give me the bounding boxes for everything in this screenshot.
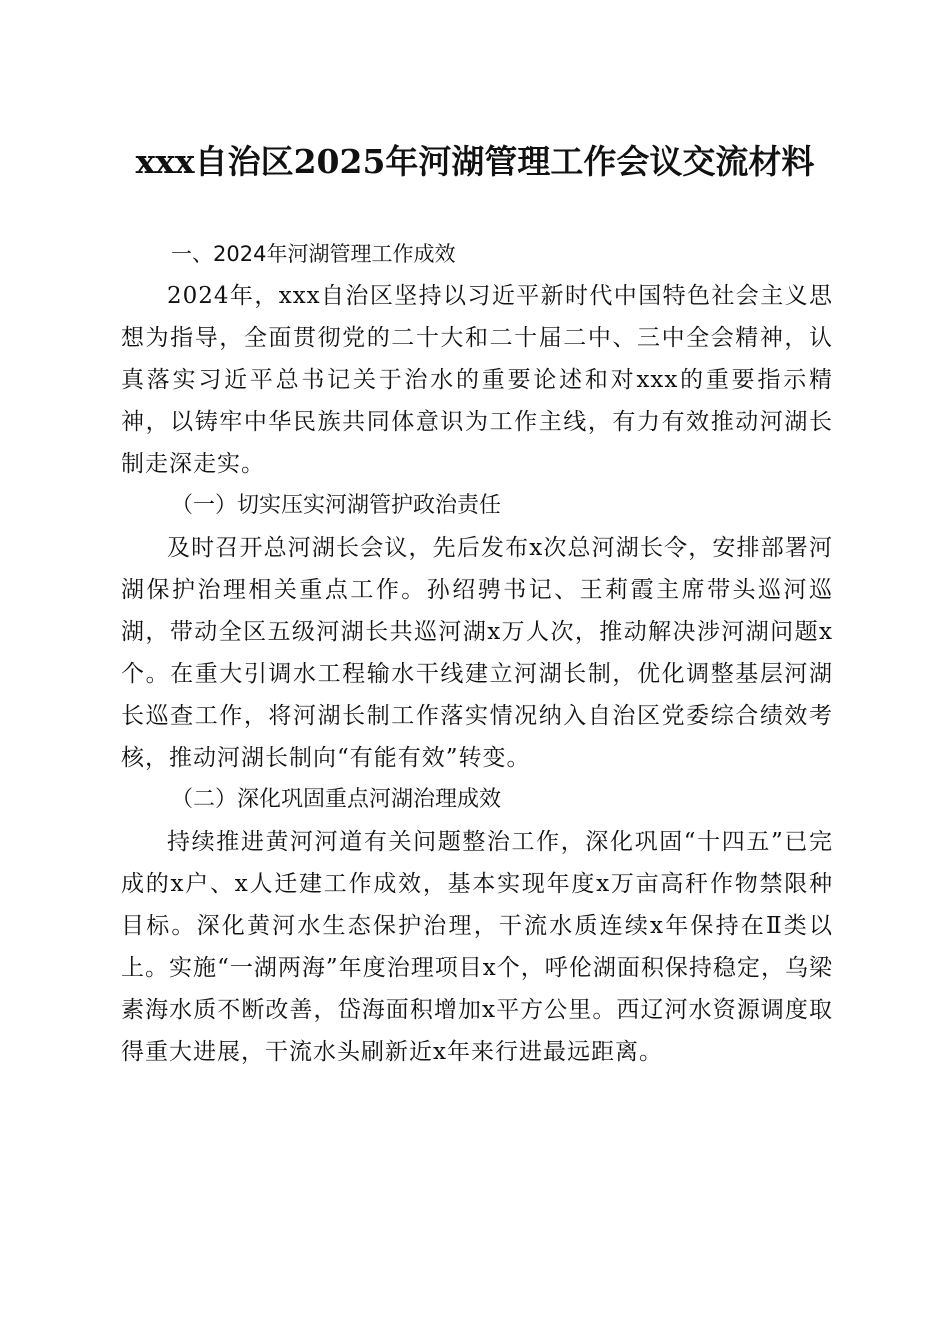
subsection-1-paragraph: 及时召开总河湖长会议，先后发布x次总河湖长令，安排部署河湖保护治理相关重点工作。孙绍骋书记、王莉霞主席带头巡河巡湖，带动全区五级河湖长共巡河湖x万人次，推动解决涉河湖问题x个。在重大引调水工程输水干线建立河湖长制，优化调整基层河湖长巡查工作，将河湖长制工作落实情况纳入自治区党委综合绩效考核，推动河湖长制向“有能有效”转变。 xyxy=(121,535,833,771)
subsection-heading-1: （一）切实压实河湖管护政治责任 xyxy=(171,493,502,518)
subsection-2-paragraph: 持续推进黄河河道有关问题整治工作，深化巩固“十四五”已完成的x户、x人迁建工作成效，基本实现年度x万亩高秆作物禁限种目标。深化黄河水生态保护治理，干流水质连续x年保持在Ⅱ类以上。实施“一湖两海”年度治理项目x个，呼伦湖面积保持稳定，乌梁素海水质不断改善，岱海面积增加x平方公里。西辽河水资源调度取得重大进展，干流水头刷新近x年来行进最远距离。 xyxy=(121,829,833,1065)
subsection-heading-2: （二）深化巩固重点河湖治理成效 xyxy=(171,787,502,812)
document-title: xxx自治区2025年河湖管理工作会议交流材料 xyxy=(135,142,815,181)
section-heading-1: 一、2024年河湖管理工作成效 xyxy=(171,242,456,266)
document-body xyxy=(121,233,833,1073)
intro-paragraph: 2024年，xxx自治区坚持以习近平新时代中国特色社会主义思想为指导，全面贯彻党的二十大和二十届二中、三中全会精神，认真落实习近平总书记关于治水的重要论述和对xxx的重要指示精神，以铸牢中华民族共同体意识为工作主线，有力有效推动河湖长制走深走实。 xyxy=(121,283,833,477)
